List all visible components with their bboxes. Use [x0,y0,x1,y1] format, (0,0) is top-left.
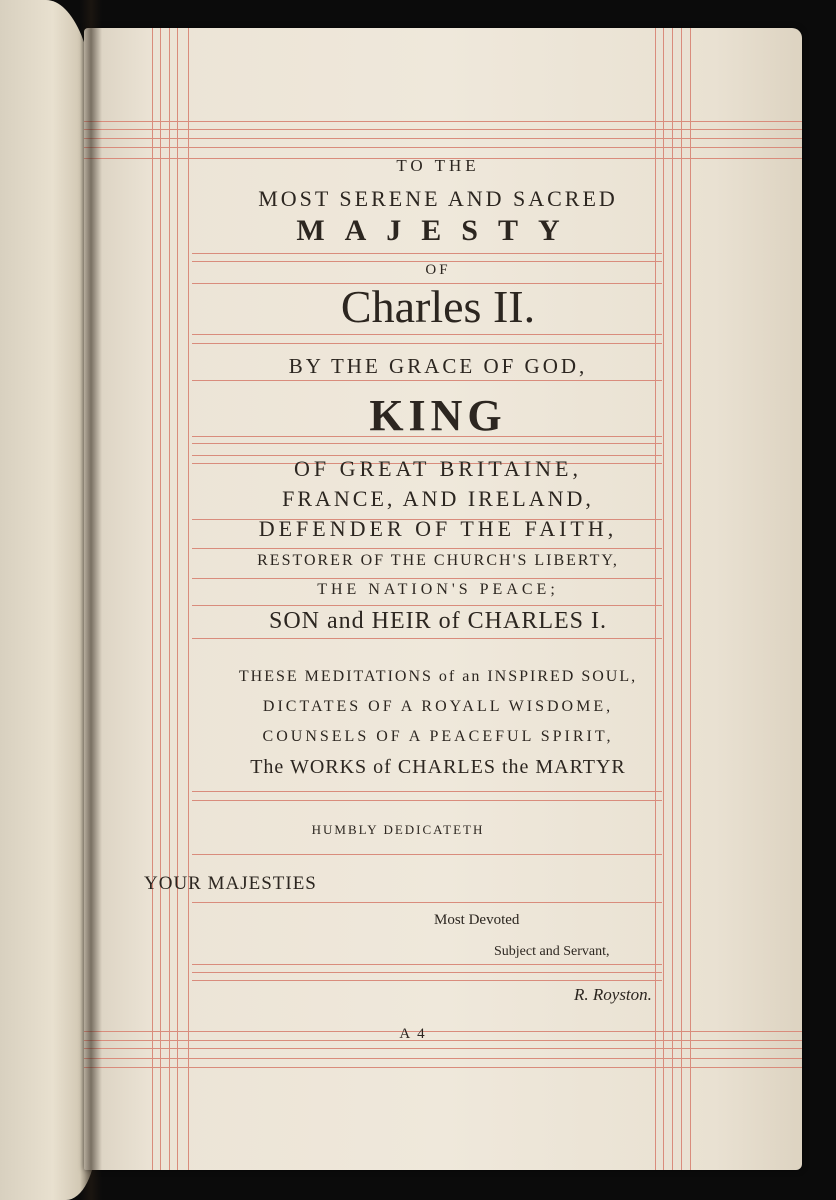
ruled-line [192,605,662,606]
book-gutter [80,0,102,1200]
ruled-line [192,902,662,903]
line-your-majesties: YOUR MAJESTIES [144,873,317,894]
line-works: The WORKS of CHARLES the MARTYR [250,756,626,778]
line-to-the: TO THE [396,156,480,175]
ruled-line [192,791,662,792]
signature-royston: R. Royston. [574,985,652,1004]
line-realm-2: FRANCE, AND IRELAND, [282,486,594,511]
ruled-line [192,578,662,579]
line-son-heir: SON and HEIR of CHARLES I. [269,608,607,634]
ruled-line [84,121,802,122]
ruled-line [192,964,662,965]
ruled-line [192,854,662,855]
line-subject: Subject and Servant, [494,944,610,959]
line-meditations: THESE MEDITATIONS of an INSPIRED SOUL, [238,668,638,685]
ruled-line [192,980,662,981]
line-defender: DEFENDER OF THE FAITH, [258,516,618,541]
ruled-line [84,1067,802,1068]
line-most-serene: MOST SERENE AND SACRED [258,186,618,211]
dedication-page [84,28,802,1170]
line-charles-ii: Charles II. [340,281,536,332]
ruled-line [84,1048,802,1049]
line-of: OF [425,262,451,278]
line-by-grace: BY THE GRACE OF GOD, [288,354,588,378]
line-dictates: DICTATES OF A ROYALL WISDOME, [262,698,614,715]
ruled-line [84,147,802,148]
ruled-line [192,638,662,639]
line-peace: THE NATION'S PEACE; [317,581,559,598]
ruled-line [192,443,662,444]
line-realm-1: OF GREAT BRITAINE, [293,456,582,481]
ruled-line [192,343,662,344]
ruled-line [84,138,802,139]
signature-mark: A 4 [399,1026,427,1042]
ruled-line [192,334,662,335]
line-humbly: HUMBLY DEDICATETH [311,822,485,837]
line-restorer: RESTORER OF THE CHURCH'S LIBERTY, [257,552,619,569]
ruled-line [192,548,662,549]
line-king: KING [369,391,507,440]
ruled-line [192,380,662,381]
ruled-line [84,1058,802,1059]
ruled-line [84,129,802,130]
line-majesty: MAJESTY [296,214,580,247]
line-counsels: COUNSELS OF A PEACEFUL SPIRIT, [262,728,614,745]
ruled-line [192,800,662,801]
line-most-devoted: Most Devoted [434,912,520,928]
ruled-line [192,253,662,254]
ruled-line [192,972,662,973]
